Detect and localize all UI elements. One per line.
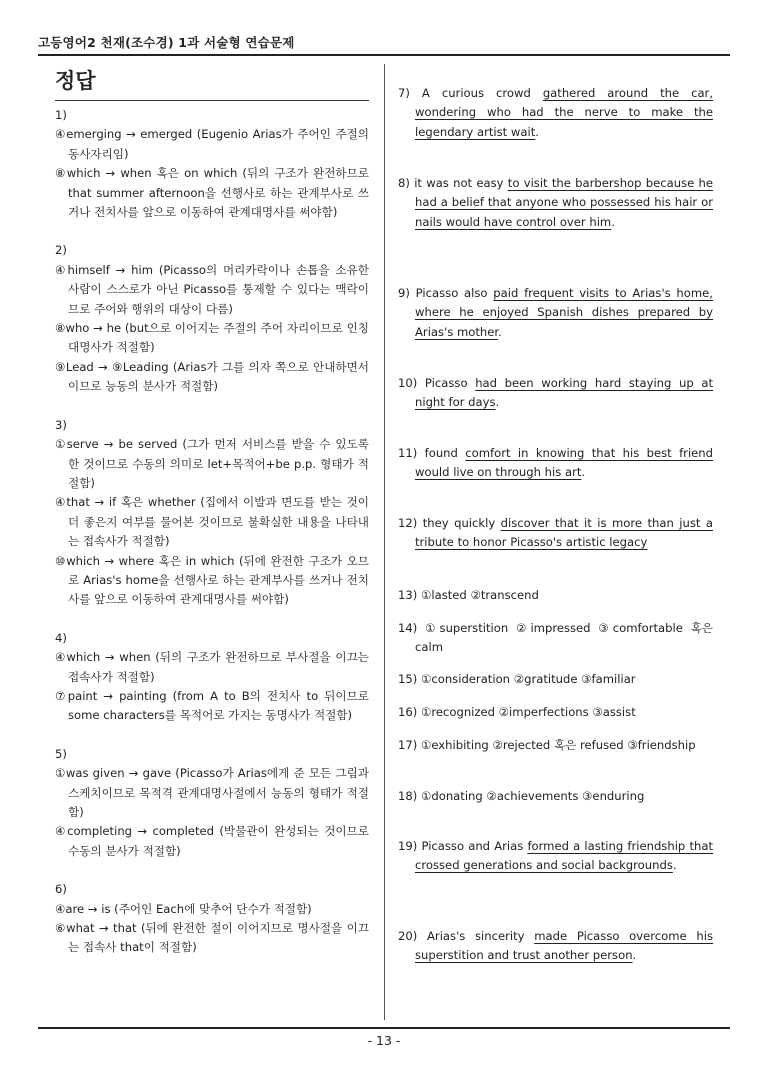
- answer-text: ①superstition ②impressed ③comfortable 혹은 calm: [415, 621, 714, 655]
- answer-punctuation: .: [581, 465, 586, 480]
- answer-item: [398, 837, 713, 876]
- answer-text: Picasso and Arias: [421, 839, 528, 853]
- answer-item: [398, 174, 713, 232]
- answer-number: 3): [55, 417, 67, 432]
- answer-item: ④that → if 혹은 whether (집에서 이발과 면도를 받는 것이 더 좋은지 여부를 물어본 것이므로 불확실한 내용을 나타내는 접속사가 적절함): [55, 495, 369, 549]
- answer-item: [398, 927, 713, 966]
- answer-text: ①recognized ②imperfections ③assist: [420, 705, 636, 719]
- answer-item: ④emerging → emerged (Eugenio Arias가 주어인 주절의 동사자리임): [55, 127, 369, 161]
- answer-number: 12): [398, 516, 418, 530]
- answer-item: ④are → is (주어인 Each에 맞추어 단수가 적절함): [55, 901, 312, 916]
- answer-punctuation: .: [535, 124, 539, 139]
- answer-text: ①consideration ②gratitude ③familiar: [420, 672, 636, 686]
- answer-item: [398, 514, 713, 553]
- answer-item: [398, 619, 713, 658]
- answer-number: 15): [398, 672, 418, 686]
- answer-item: ⑦paint → painting (from A to B의 전치사 to 뒤이므로 some characters를 목적어로 가지는 동명사가 적절함): [55, 688, 369, 723]
- answer-number: 8): [398, 176, 410, 190]
- page-title: 정답: [55, 69, 96, 93]
- answer-number: 16): [398, 705, 418, 719]
- answer-section: [55, 629, 369, 726]
- answer-text: they quickly: [422, 516, 501, 530]
- answer-punctuation: .: [672, 858, 677, 873]
- answer-number: 11): [398, 446, 418, 460]
- underlined-answer: paid frequent visits to Arias's home, where he enjoyed Spanish dishes prepared by Arias's mother: [415, 286, 713, 339]
- answer-number: 4): [55, 630, 67, 645]
- footer-divider: [38, 1027, 730, 1029]
- answer-item: ⑩which → where 혹은 in which (뒤에 완전한 구조가 오므로 Arias's home을 선행사로 하는 관계부사를 쓰거나 전치사를 앞으로 이동하여 관계대명사를 써야함): [55, 553, 369, 607]
- answer-number: 2): [55, 243, 67, 258]
- answer-item: ①was given → gave (Picasso가 Arias에게 준 모든 그림과 스케치이므로 목적격 관계대명사절에서 능동의 형태가 적절함): [55, 766, 369, 819]
- answer-item: ⑧which → when 혹은 on which (뒤의 구조가 완전하므로 that summer afternoon을 선행사로 하는 관계부사로 쓰거나 전치사를 앞으로 이동하여 관계대명사를 써야함): [55, 166, 369, 220]
- answer-text: Picasso also: [415, 286, 494, 300]
- column-divider: [384, 64, 385, 1020]
- answer-punctuation: .: [632, 948, 637, 963]
- answer-item: [398, 586, 713, 605]
- answer-item: [398, 84, 713, 142]
- answer-item: [398, 444, 713, 483]
- answers-left-column: [55, 64, 369, 977]
- answer-item: ①serve → be served (그가 먼저 서비스를 받을 수 있도록 한 것이므로 수동의 의미로 let+목적어+be p.p. 형태가 적절함): [55, 437, 369, 490]
- answer-section: [55, 416, 369, 610]
- header-divider: [38, 54, 730, 56]
- answer-number: 10): [398, 376, 418, 390]
- answer-number: 9): [398, 286, 410, 300]
- answer-item: [398, 284, 713, 342]
- answer-item: ⑥what → that (뒤에 완전한 절이 이어지므로 명사절을 이끄는 접속사 that이 적절함): [55, 921, 369, 955]
- answer-item: [398, 703, 713, 722]
- answer-number: 18): [398, 789, 418, 803]
- answer-number: 17): [398, 738, 418, 752]
- answer-sections: [55, 106, 369, 958]
- answer-item: ⑨Lead → ⑨Leading (Arias가 그를 의자 쪽으로 안내하면서이므로 능동의 분사가 적절함): [55, 359, 369, 394]
- answer-text: Arias's sincerity: [427, 929, 535, 943]
- underlined-answer: formed a lasting friendship that crossed generations and social backgrounds: [415, 839, 713, 873]
- underlined-answer: had been working hard staying up at night for days: [415, 376, 714, 410]
- answer-item: [398, 736, 713, 755]
- underlined-answer: to visit the barbershop because he had a belief that anyone who possessed his hair or nails would have control over him: [415, 176, 714, 229]
- underlined-answer: discover that it is more than just a tribute to honor Picasso's artistic legacy: [415, 516, 713, 550]
- answer-text: A curious crowd: [421, 86, 543, 100]
- answer-punctuation: .: [611, 214, 615, 229]
- title-divider: [55, 100, 369, 101]
- answer-number: 7): [398, 86, 410, 100]
- answer-text: it was not easy: [414, 176, 508, 190]
- answer-item: [398, 670, 713, 689]
- underlined-answer: made Picasso overcome his superstition and trust another person: [415, 929, 713, 963]
- answer-item: ④completing → completed (박물관이 완성되는 것이므로 수동의 분사가 적절함): [55, 824, 369, 858]
- answer-section: [55, 241, 369, 396]
- answer-item: [398, 787, 713, 806]
- answer-text: Picasso: [424, 376, 476, 390]
- answer-punctuation: .: [498, 324, 502, 339]
- answer-number: 5): [55, 746, 67, 761]
- answer-number: 20): [398, 929, 418, 943]
- answer-number: 1): [55, 108, 67, 122]
- answer-text: ①donating ②achievements ③enduring: [420, 789, 645, 803]
- underlined-answer: comfort in knowing that his best friend would live on through his art: [415, 446, 714, 480]
- worksheet-header: 고등영어2 천재(조수경) 1과 서술형 연습문제: [38, 35, 295, 50]
- answer-item: [398, 374, 713, 413]
- answer-number: 14): [398, 621, 418, 635]
- underlined-answer: gathered around the car, wondering who had the nerve to make the legendary artist wait: [415, 86, 714, 139]
- answer-section: [55, 880, 369, 958]
- page-number: - 13 -: [367, 1033, 401, 1048]
- answer-item: ④which → when (뒤의 구조가 완전하므로 부사절을 이끄는 접속사가 적절함): [55, 650, 369, 684]
- answer-item: ④himself → him (Picasso의 머리카락이나 손톱을 소유한 사람이 스스로가 아닌 Picasso를 통제할 수 있다는 맥락이므로 주어와 행위의 대상이 다름): [55, 262, 369, 316]
- answer-text: ①lasted ②transcend: [420, 588, 539, 602]
- answer-section: [55, 106, 369, 222]
- answer-text: ①exhibiting ②rejected 혹은 refused ③friendship: [420, 738, 696, 752]
- answer-text: found: [424, 446, 466, 460]
- answer-number: 19): [398, 839, 418, 853]
- answer-punctuation: .: [495, 395, 500, 410]
- answer-item: ⑧who → he (but으로 이어지는 주절의 주어 자리이므로 인칭대명사가 적절함): [55, 321, 369, 355]
- answer-section: [55, 745, 369, 861]
- answer-number: 6): [55, 882, 67, 897]
- answer-number: 13): [398, 588, 418, 602]
